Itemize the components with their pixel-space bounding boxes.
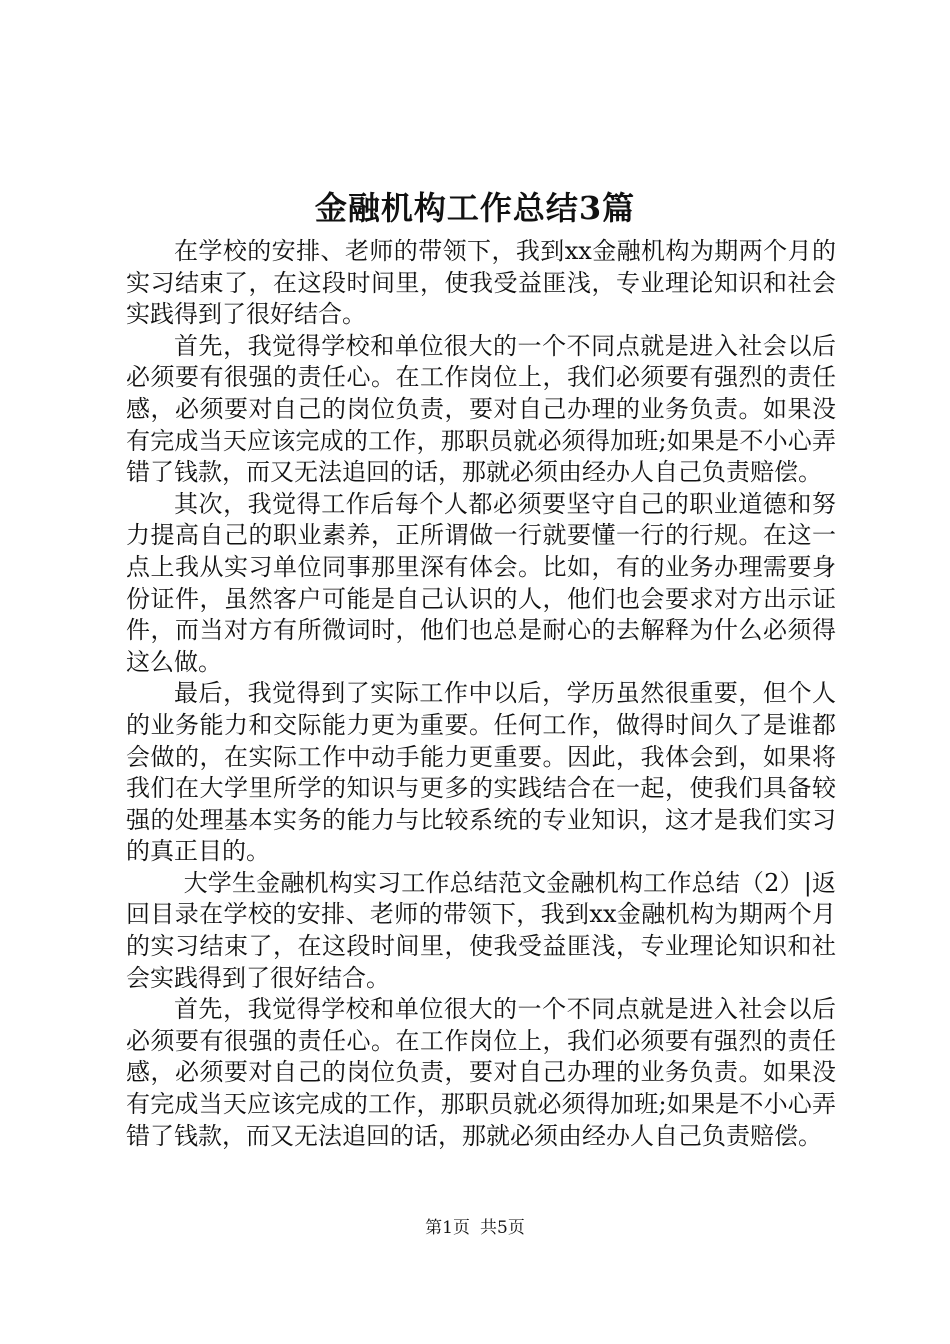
document-body bbox=[126, 236, 836, 1152]
paragraph-6: 首先，我觉得学校和单位很大的一个不同点就是进入社会以后必须要有很强的责任心。在工作岗位上，我们必须要有强烈的责任感，必须要对自己的岗位负责，要对自己办理的业务负责。如果没有完成当天应该完成的工作，那职员就必须得加班;如果是不小心弄错了钱款，而又无法追回的话，那就必须由经办人自己负责赔偿。 bbox=[126, 995, 836, 1150]
paragraph-5: 大学生金融机构实习工作总结范文金融机构工作总结（2）|返回目录在学校的安排、老师的带领下，我到xx金融机构为期两个月的实习结束了，在这段时间里，使我受益匪浅，专业理论知识和社会实践得到了很好结合。 bbox=[126, 868, 836, 992]
paragraph-2: 首先，我觉得学校和单位很大的一个不同点就是进入社会以后必须要有很强的责任心。在工作岗位上，我们必须要有强烈的责任感，必须要对自己的岗位负责，要对自己办理的业务负责。如果没有完成当天应该完成的工作，那职员就必须得加班;如果是不小心弄错了钱款，而又无法追回的话，那就必须由经办人自己负责赔偿。 bbox=[126, 331, 836, 487]
paragraph-3: 其次，我觉得工作后每个人都必须要坚守自己的职业道德和努力提高自己的职业素养，正所谓做一行就要懂一行的行规。在这一点上我从实习单位同事那里深有体会。比如，有的业务办理需要身份证件，虽然客户可能是自己认识的人，他们也会要求对方出示证件，而当对方有所微词时，他们也总是耐心的去解释为什么必须得这么做。 bbox=[126, 489, 836, 676]
document-title: 金融机构工作总结3篇 bbox=[314, 189, 636, 227]
page-total: 共5页 bbox=[480, 1218, 525, 1238]
page-footer bbox=[0, 1216, 950, 1240]
page-number: 第1页 bbox=[425, 1218, 470, 1238]
paragraph-4: 最后，我觉得到了实际工作中以后，学历虽然很重要，但个人的业务能力和交际能力更为重要。任何工作，做得时间久了是谁都会做的，在实际工作中动手能力更重要。因此，我体会到，如果将我们在大学里所学的知识与更多的实践结合在一起，使我们具备较强的处理基本实务的能力与比较系统的专业知识，这才是我们实习的真正目的。 bbox=[126, 679, 836, 866]
paragraph-1: 在学校的安排、老师的带领下，我到xx金融机构为期两个月的实习结束了，在这段时间里，使我受益匪浅，专业理论知识和社会实践得到了很好结合。 bbox=[126, 237, 836, 329]
